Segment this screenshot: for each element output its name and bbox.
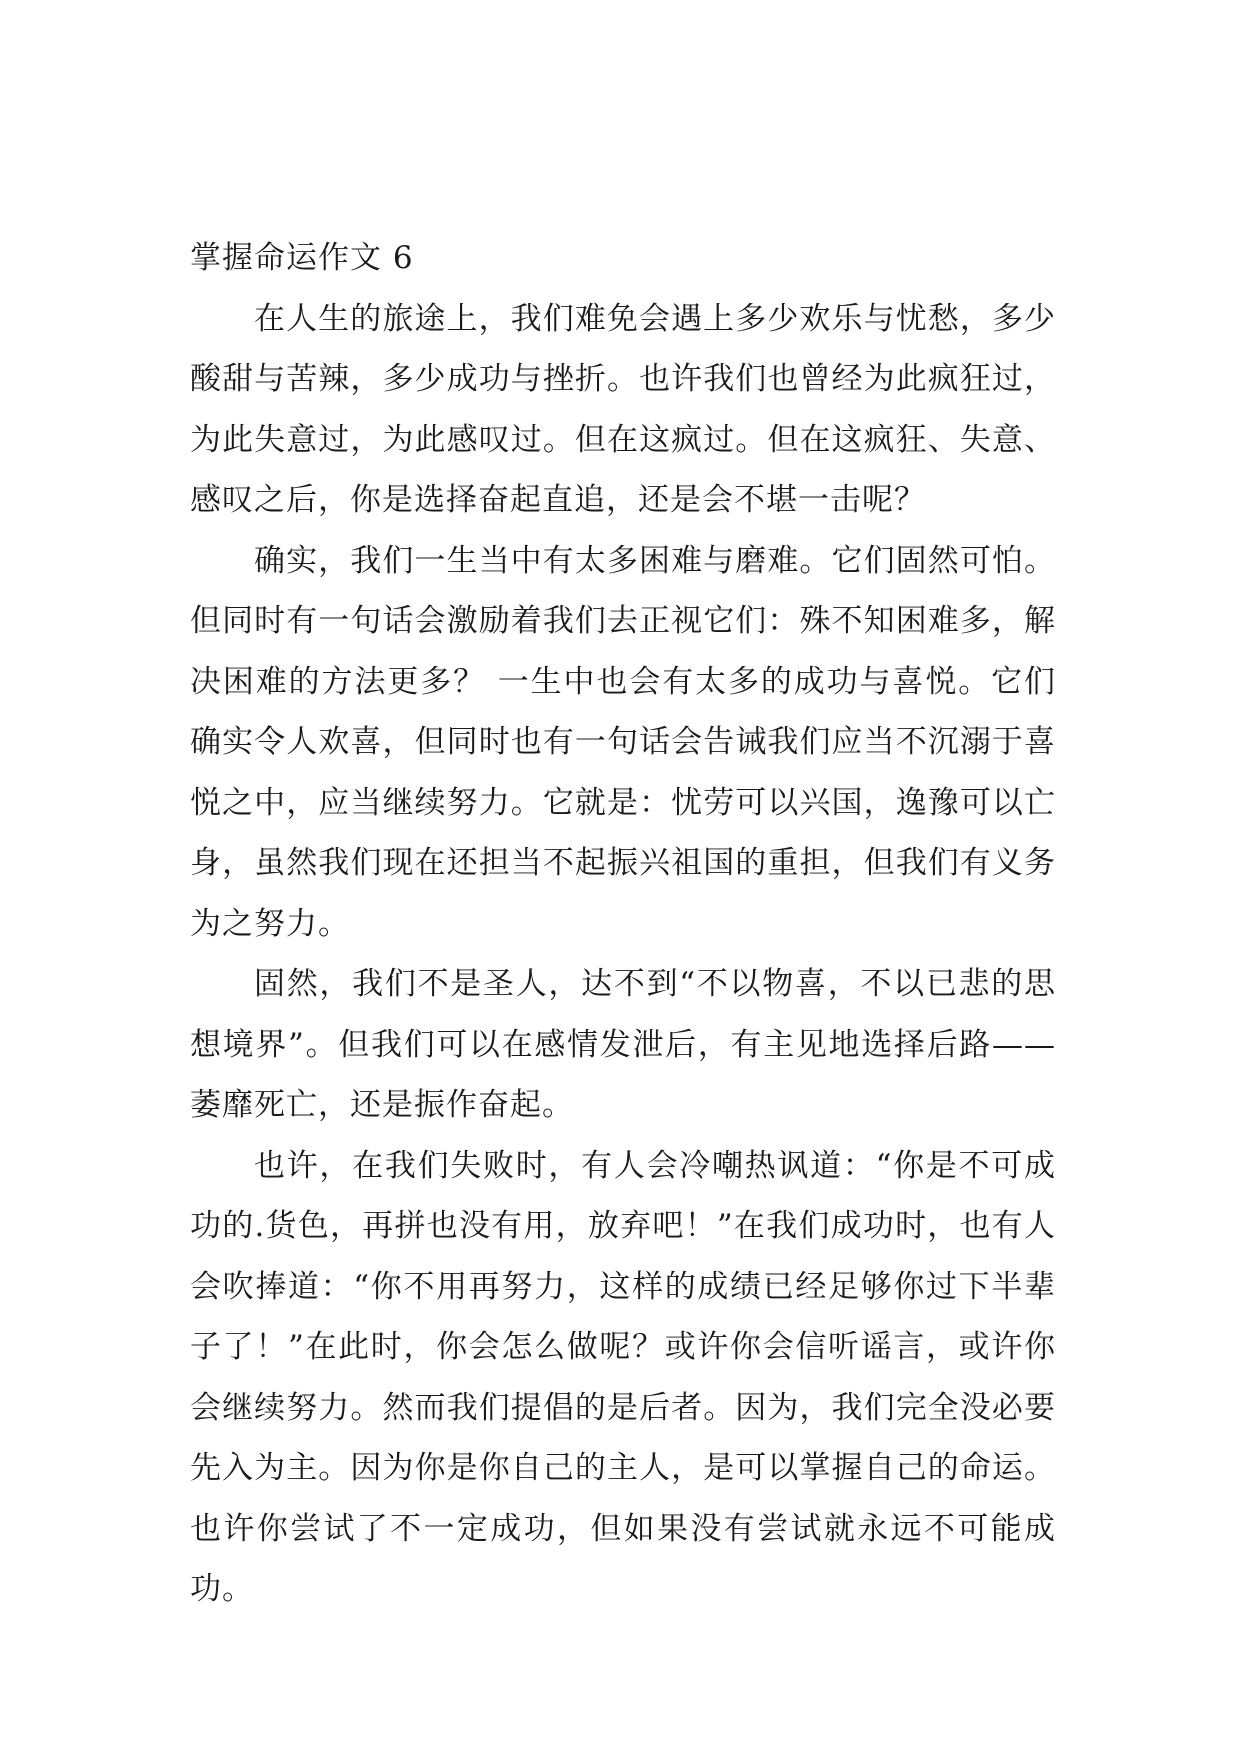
paragraph-3: 固然，我们不是圣人，达不到“不以物喜，不以已悲的思想境界”。但我们可以在感情发泄后，有主见地选择后路——萎靡死亡，还是振作奋起。 <box>190 966 1056 1123</box>
paragraph-4: 也许，在我们失败时，有人会冷嘲热讽道：“你是不可成功的.货色，再拼也没有用，放弃吧！”在我们成功时，也有人会吹捧道：“你不用再努力，这样的成绩已经足够你过下半辈子了！”在此时，你会怎么做呢？或许你会信听谣言，或许你会继续努力。然而我们提倡的是后者。因为，我们完全没必要先入为主。因为你是你自己的主人，是可以掌握自己的命运。也许你尝试了不一定成功，但如果没有尝试就永远不可能成功。 <box>190 1147 1056 1607</box>
paragraph-2: 确实，我们一生当中有太多困难与磨难。它们固然可怕。但同时有一句话会激励着我们去正视它们：殊不知困难多，解决困难的方法更多？ 一生中也会有太多的成功与喜悦。它们确实令人欢喜，但同时也有一句话会告诫我们应当不沉溺于喜悦之中，应当继续努力。它就是：忧劳可以兴国，逸豫可以亡身，虽然我们现在还担当不起振兴祖国的重担，但我们有义务为之努力。 <box>190 542 1056 942</box>
paragraph-1: 在人生的旅途上，我们难免会遇上多少欢乐与忧愁，多少酸甜与苦辣，多少成功与挫折。也许我们也曾经为此疯狂过，为此失意过，为此感叹过。但在这疯过。但在这疯狂、失意、感叹之后，你是选择奋起直追，还是会不堪一击呢？ <box>190 300 1056 518</box>
essay-body <box>190 228 1056 1620</box>
essay-title: 掌握命运作文 6 <box>190 240 414 276</box>
